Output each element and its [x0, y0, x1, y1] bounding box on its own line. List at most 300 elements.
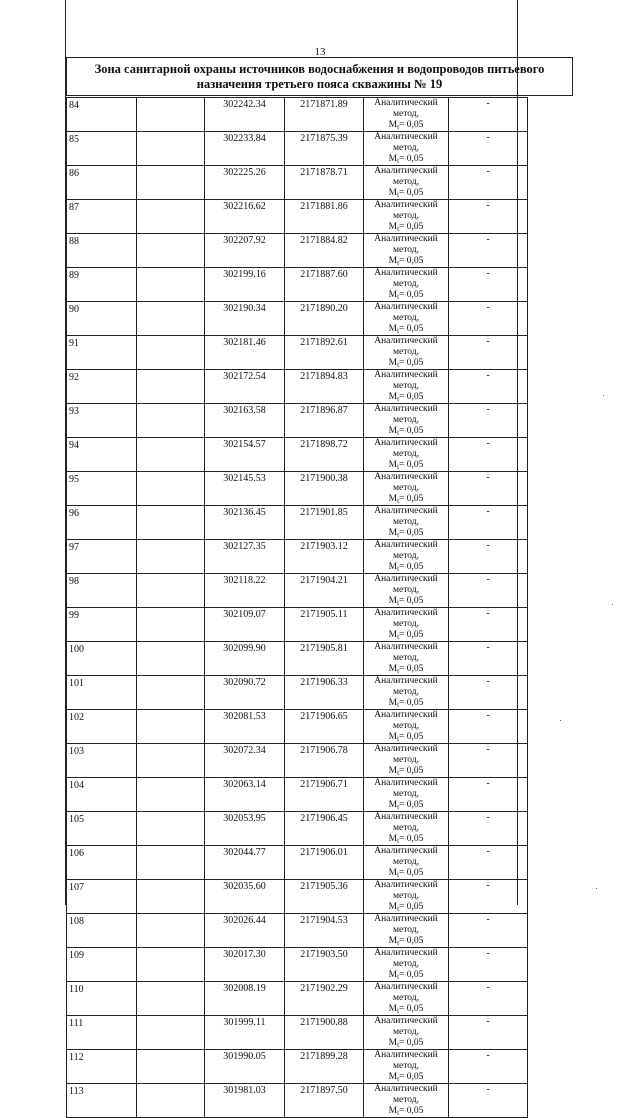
method-label: Аналитический метод, [374, 812, 438, 833]
note-cell: - [449, 472, 528, 506]
accuracy-number: = 0,05 [399, 936, 424, 946]
method-cell [364, 200, 449, 234]
x-coordinate-cell: 302127.35 [205, 540, 285, 574]
method-label: Аналитический метод, [374, 234, 438, 255]
empty-cell [137, 914, 205, 948]
x-coordinate-cell: 302044.77 [205, 846, 285, 880]
empty-cell [137, 438, 205, 472]
accuracy-number: = 0,05 [399, 188, 424, 198]
title-line-1: Зона санитарной охраны источников водоснабжения и водопроводов питьевого [94, 62, 545, 76]
method-label: Аналитический метод, [374, 1050, 438, 1071]
accuracy-number: = 0,05 [399, 528, 424, 538]
point-number-cell: 106 [67, 846, 137, 880]
accuracy-number: = 0,05 [399, 120, 424, 130]
note-cell: - [449, 880, 528, 914]
empty-cell [137, 574, 205, 608]
accuracy-number: = 0,05 [399, 358, 424, 368]
accuracy-prefix: M [388, 188, 398, 198]
accuracy-prefix: M [388, 698, 398, 708]
note-cell: - [449, 268, 528, 302]
accuracy-value [364, 732, 448, 743]
title-line-2: назначения третьего пояса скважины № 19 [196, 77, 443, 91]
accuracy-value [364, 630, 448, 641]
accuracy-prefix: M [388, 562, 398, 572]
x-coordinate-cell: 302035.60 [205, 880, 285, 914]
table-row [67, 710, 528, 744]
point-number-cell: 107 [67, 880, 137, 914]
point-number-cell: 87 [67, 200, 137, 234]
accuracy-subscript: t [397, 769, 400, 777]
accuracy-number: = 0,05 [399, 1072, 424, 1082]
note-cell: - [449, 982, 528, 1016]
method-cell [364, 302, 449, 336]
method-label: Аналитический метод, [374, 982, 438, 1003]
table-row [67, 234, 528, 268]
method-cell [364, 268, 449, 302]
note-cell: - [449, 234, 528, 268]
accuracy-number: = 0,05 [399, 970, 424, 980]
method-label: Аналитический метод, [374, 676, 438, 697]
y-coordinate-cell: 2171906.33 [285, 676, 364, 710]
accuracy-subscript: t [397, 599, 400, 607]
accuracy-subscript: t [397, 463, 400, 471]
method-label: Аналитический метод, [374, 778, 438, 799]
page-number: 13 [314, 46, 326, 58]
accuracy-subscript: t [397, 1041, 400, 1049]
method-label: Аналитический метод, [374, 506, 438, 527]
method-cell [364, 744, 449, 778]
method-label: Аналитический метод, [374, 302, 438, 323]
y-coordinate-cell: 2171899.28 [285, 1050, 364, 1084]
y-coordinate-cell: 2171905.81 [285, 642, 364, 676]
method-cell [364, 472, 449, 506]
table-row [67, 642, 528, 676]
x-coordinate-cell: 302145.53 [205, 472, 285, 506]
accuracy-prefix: M [388, 392, 398, 402]
accuracy-subscript: t [397, 531, 400, 539]
accuracy-number: = 0,05 [399, 698, 424, 708]
empty-cell [137, 778, 205, 812]
point-number-cell: 103 [67, 744, 137, 778]
accuracy-value [364, 698, 448, 709]
accuracy-number: = 0,05 [399, 324, 424, 334]
note-cell: - [449, 812, 528, 846]
accuracy-value [364, 868, 448, 879]
y-coordinate-cell: 2171906.71 [285, 778, 364, 812]
accuracy-prefix: M [388, 596, 398, 606]
note-cell: - [449, 438, 528, 472]
method-cell [364, 506, 449, 540]
y-coordinate-cell: 2171896.87 [285, 404, 364, 438]
method-cell [364, 574, 449, 608]
accuracy-value [364, 1004, 448, 1015]
table-row [67, 676, 528, 710]
y-coordinate-cell: 2171906.78 [285, 744, 364, 778]
x-coordinate-cell: 302225.26 [205, 166, 285, 200]
method-label: Аналитический метод, [374, 880, 438, 901]
y-coordinate-cell: 2171903.12 [285, 540, 364, 574]
point-number-cell: 98 [67, 574, 137, 608]
method-cell [364, 1016, 449, 1050]
coordinates-table [66, 97, 528, 1118]
accuracy-number: = 0,05 [399, 256, 424, 266]
x-coordinate-cell: 301999.11 [205, 1016, 285, 1050]
empty-cell [137, 98, 205, 132]
note-cell: - [449, 608, 528, 642]
accuracy-prefix: M [388, 358, 398, 368]
method-label: Аналитический метод, [374, 540, 438, 561]
accuracy-prefix: M [388, 494, 398, 504]
accuracy-number: = 0,05 [399, 1004, 424, 1014]
method-label: Аналитический метод, [374, 846, 438, 867]
method-label: Аналитический метод, [374, 472, 438, 493]
point-number-cell: 99 [67, 608, 137, 642]
method-cell [364, 166, 449, 200]
accuracy-value [364, 800, 448, 811]
accuracy-subscript: t [397, 1007, 400, 1015]
empty-cell [137, 472, 205, 506]
accuracy-value [364, 834, 448, 845]
point-number-cell: 95 [67, 472, 137, 506]
point-number-cell: 108 [67, 914, 137, 948]
method-cell [364, 710, 449, 744]
x-coordinate-cell: 302017.30 [205, 948, 285, 982]
note-cell: - [449, 1050, 528, 1084]
accuracy-value [364, 392, 448, 403]
x-coordinate-cell: 302163.58 [205, 404, 285, 438]
point-number-cell: 113 [67, 1084, 137, 1118]
accuracy-subscript: t [397, 123, 400, 131]
method-label: Аналитический метод, [374, 948, 438, 969]
table-row [67, 200, 528, 234]
x-coordinate-cell: 302008.19 [205, 982, 285, 1016]
point-number-cell: 105 [67, 812, 137, 846]
table-row [67, 948, 528, 982]
note-cell: - [449, 540, 528, 574]
accuracy-subscript: t [397, 225, 400, 233]
empty-cell [137, 608, 205, 642]
point-number-cell: 96 [67, 506, 137, 540]
x-coordinate-cell: 302154.57 [205, 438, 285, 472]
table-row [67, 982, 528, 1016]
accuracy-number: = 0,05 [399, 902, 424, 912]
accuracy-subscript: t [397, 803, 400, 811]
accuracy-prefix: M [388, 902, 398, 912]
note-cell: - [449, 846, 528, 880]
x-coordinate-cell: 302109.07 [205, 608, 285, 642]
method-cell [364, 1084, 449, 1118]
x-coordinate-cell: 302026.44 [205, 914, 285, 948]
method-cell [364, 948, 449, 982]
accuracy-number: = 0,05 [399, 630, 424, 640]
y-coordinate-cell: 2171871.89 [285, 98, 364, 132]
y-coordinate-cell: 2171884.82 [285, 234, 364, 268]
point-number-cell: 89 [67, 268, 137, 302]
note-cell: - [449, 778, 528, 812]
note-cell: - [449, 676, 528, 710]
x-coordinate-cell: 302072.34 [205, 744, 285, 778]
accuracy-prefix: M [388, 834, 398, 844]
point-number-cell: 84 [67, 98, 137, 132]
accuracy-subscript: t [397, 361, 400, 369]
accuracy-prefix: M [388, 256, 398, 266]
table-row [67, 778, 528, 812]
empty-cell [137, 166, 205, 200]
empty-cell [137, 880, 205, 914]
method-label: Аналитический метод, [374, 744, 438, 765]
accuracy-subscript: t [397, 327, 400, 335]
note-cell: - [449, 302, 528, 336]
accuracy-value [364, 256, 448, 267]
accuracy-prefix: M [388, 868, 398, 878]
x-coordinate-cell: 301981.03 [205, 1084, 285, 1118]
accuracy-value [364, 324, 448, 335]
x-coordinate-cell: 302172.54 [205, 370, 285, 404]
accuracy-number: = 0,05 [399, 596, 424, 606]
empty-cell [137, 710, 205, 744]
point-number-cell: 88 [67, 234, 137, 268]
accuracy-number: = 0,05 [399, 732, 424, 742]
note-cell: - [449, 506, 528, 540]
point-number-cell: 91 [67, 336, 137, 370]
accuracy-number: = 0,05 [399, 800, 424, 810]
accuracy-prefix: M [388, 460, 398, 470]
accuracy-number: = 0,05 [399, 392, 424, 402]
y-coordinate-cell: 2171878.71 [285, 166, 364, 200]
accuracy-value [364, 1038, 448, 1049]
point-number-cell: 102 [67, 710, 137, 744]
method-cell [364, 812, 449, 846]
method-label: Аналитический метод, [374, 268, 438, 289]
x-coordinate-cell: 302181.46 [205, 336, 285, 370]
method-label: Аналитический метод, [374, 438, 438, 459]
accuracy-value [364, 290, 448, 301]
accuracy-subscript: t [397, 667, 400, 675]
point-number-cell: 112 [67, 1050, 137, 1084]
accuracy-number: = 0,05 [399, 868, 424, 878]
x-coordinate-cell: 302063.14 [205, 778, 285, 812]
accuracy-prefix: M [388, 664, 398, 674]
accuracy-prefix: M [388, 732, 398, 742]
empty-cell [137, 132, 205, 166]
accuracy-prefix: M [388, 766, 398, 776]
accuracy-value [364, 222, 448, 233]
y-coordinate-cell: 2171900.88 [285, 1016, 364, 1050]
note-cell: - [449, 404, 528, 438]
accuracy-prefix: M [388, 324, 398, 334]
y-coordinate-cell: 2171897.50 [285, 1084, 364, 1118]
empty-cell [137, 506, 205, 540]
table-row [67, 1084, 528, 1118]
accuracy-prefix: M [388, 120, 398, 130]
y-coordinate-cell: 2171875.39 [285, 132, 364, 166]
accuracy-value [364, 1106, 448, 1117]
method-cell [364, 336, 449, 370]
accuracy-subscript: t [397, 395, 400, 403]
table-row [67, 608, 528, 642]
point-number-cell: 111 [67, 1016, 137, 1050]
x-coordinate-cell: 302190.34 [205, 302, 285, 336]
x-coordinate-cell: 302118.22 [205, 574, 285, 608]
table-row [67, 404, 528, 438]
point-number-cell: 97 [67, 540, 137, 574]
point-number-cell: 94 [67, 438, 137, 472]
note-cell: - [449, 98, 528, 132]
y-coordinate-cell: 2171906.65 [285, 710, 364, 744]
method-label: Аналитический метод, [374, 200, 438, 221]
accuracy-value [364, 528, 448, 539]
table-row [67, 1050, 528, 1084]
accuracy-prefix: M [388, 222, 398, 232]
y-coordinate-cell: 2171904.21 [285, 574, 364, 608]
point-number-cell: 110 [67, 982, 137, 1016]
method-label: Аналитический метод, [374, 1084, 438, 1105]
accuracy-prefix: M [388, 426, 398, 436]
method-label: Аналитический метод, [374, 574, 438, 595]
method-cell [364, 1050, 449, 1084]
x-coordinate-cell: 302207.92 [205, 234, 285, 268]
empty-cell [137, 404, 205, 438]
method-cell [364, 982, 449, 1016]
note-cell: - [449, 574, 528, 608]
accuracy-number: = 0,05 [399, 1038, 424, 1048]
scan-speck [560, 720, 561, 721]
accuracy-value [364, 188, 448, 199]
table-row [67, 846, 528, 880]
table-row [67, 132, 528, 166]
point-number-cell: 100 [67, 642, 137, 676]
note-cell: - [449, 370, 528, 404]
x-coordinate-cell: 302099.90 [205, 642, 285, 676]
method-cell [364, 676, 449, 710]
y-coordinate-cell: 2171881.86 [285, 200, 364, 234]
method-label: Аналитический метод, [374, 166, 438, 187]
point-number-cell: 86 [67, 166, 137, 200]
point-number-cell: 92 [67, 370, 137, 404]
scan-speck [603, 395, 604, 396]
accuracy-subscript: t [397, 905, 400, 913]
y-coordinate-cell: 2171903.50 [285, 948, 364, 982]
accuracy-value [364, 460, 448, 471]
accuracy-subscript: t [397, 157, 400, 165]
accuracy-prefix: M [388, 970, 398, 980]
accuracy-subscript: t [397, 871, 400, 879]
y-coordinate-cell: 2171894.83 [285, 370, 364, 404]
method-cell [364, 370, 449, 404]
note-cell: - [449, 744, 528, 778]
accuracy-number: = 0,05 [399, 1106, 424, 1116]
accuracy-prefix: M [388, 630, 398, 640]
accuracy-number: = 0,05 [399, 562, 424, 572]
point-number-cell: 101 [67, 676, 137, 710]
y-coordinate-cell: 2171887.60 [285, 268, 364, 302]
method-cell [364, 234, 449, 268]
y-coordinate-cell: 2171904.53 [285, 914, 364, 948]
method-label: Аналитический метод, [374, 642, 438, 663]
accuracy-subscript: t [397, 191, 400, 199]
accuracy-number: = 0,05 [399, 494, 424, 504]
x-coordinate-cell: 302090.72 [205, 676, 285, 710]
accuracy-subscript: t [397, 735, 400, 743]
note-cell: - [449, 914, 528, 948]
accuracy-subscript: t [397, 837, 400, 845]
accuracy-subscript: t [397, 429, 400, 437]
accuracy-prefix: M [388, 154, 398, 164]
method-label: Аналитический метод, [374, 1016, 438, 1037]
accuracy-value [364, 970, 448, 981]
method-cell [364, 540, 449, 574]
y-coordinate-cell: 2171890.20 [285, 302, 364, 336]
point-number-cell: 109 [67, 948, 137, 982]
table-row [67, 812, 528, 846]
x-coordinate-cell: 302242.34 [205, 98, 285, 132]
accuracy-value [364, 902, 448, 913]
empty-cell [137, 268, 205, 302]
empty-cell [137, 302, 205, 336]
table-row [67, 506, 528, 540]
note-cell: - [449, 200, 528, 234]
note-cell: - [449, 710, 528, 744]
method-cell [364, 98, 449, 132]
method-label: Аналитический метод, [374, 132, 438, 153]
scan-speck [596, 888, 597, 889]
note-cell: - [449, 166, 528, 200]
method-label: Аналитический метод, [374, 370, 438, 391]
empty-cell [137, 982, 205, 1016]
method-label: Аналитический метод, [374, 404, 438, 425]
y-coordinate-cell: 2171905.36 [285, 880, 364, 914]
accuracy-prefix: M [388, 1038, 398, 1048]
note-cell: - [449, 642, 528, 676]
point-number-cell: 93 [67, 404, 137, 438]
empty-cell [137, 200, 205, 234]
method-cell [364, 914, 449, 948]
table-row [67, 336, 528, 370]
empty-cell [137, 540, 205, 574]
x-coordinate-cell: 302053.95 [205, 812, 285, 846]
method-cell [364, 438, 449, 472]
method-label: Аналитический метод, [374, 710, 438, 731]
x-coordinate-cell: 302199.16 [205, 268, 285, 302]
empty-cell [137, 812, 205, 846]
accuracy-subscript: t [397, 973, 400, 981]
accuracy-subscript: t [397, 701, 400, 709]
empty-cell [137, 336, 205, 370]
x-coordinate-cell: 302136.45 [205, 506, 285, 540]
y-coordinate-cell: 2171905.11 [285, 608, 364, 642]
accuracy-prefix: M [388, 936, 398, 946]
table-row [67, 914, 528, 948]
method-label: Аналитический метод, [374, 98, 438, 119]
x-coordinate-cell: 302216.62 [205, 200, 285, 234]
note-cell: - [449, 132, 528, 166]
empty-cell [137, 370, 205, 404]
table-row [67, 540, 528, 574]
point-number-cell: 104 [67, 778, 137, 812]
empty-cell [137, 846, 205, 880]
empty-cell [137, 1050, 205, 1084]
empty-cell [137, 1016, 205, 1050]
accuracy-number: = 0,05 [399, 834, 424, 844]
accuracy-prefix: M [388, 1004, 398, 1014]
accuracy-subscript: t [397, 293, 400, 301]
accuracy-subscript: t [397, 939, 400, 947]
note-cell: - [449, 1084, 528, 1118]
accuracy-subscript: t [397, 1075, 400, 1083]
y-coordinate-cell: 2171892.61 [285, 336, 364, 370]
method-cell [364, 608, 449, 642]
empty-cell [137, 1084, 205, 1118]
